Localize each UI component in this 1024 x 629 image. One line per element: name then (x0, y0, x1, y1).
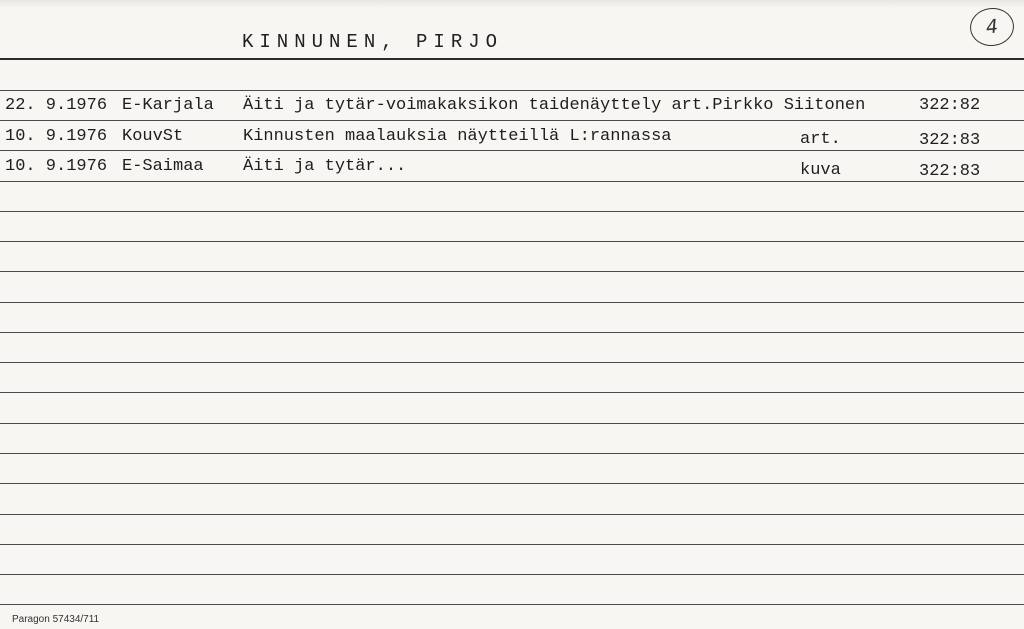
heading-rule (0, 58, 1024, 60)
line (0, 241, 1024, 242)
entry-date: 10. 9.1976 (5, 157, 108, 176)
line (0, 483, 1024, 484)
line (0, 392, 1024, 393)
line (0, 302, 1024, 303)
line (0, 514, 1024, 515)
entry-source: E-Karjala (122, 96, 214, 115)
line (0, 120, 1024, 121)
entry-source: KouvSt (122, 127, 184, 146)
line (0, 604, 1024, 605)
entry-date: 10. 9.1976 (5, 127, 108, 146)
line (0, 453, 1024, 454)
entry-type: art. (800, 130, 841, 149)
card-number-circle: 4 (968, 6, 1016, 48)
line (0, 181, 1024, 182)
entry-title: Kinnusten maalauksia näytteillä L:rannassa (243, 127, 672, 146)
entry-ref: 322:83 (919, 131, 981, 150)
line (0, 574, 1024, 575)
line (0, 271, 1024, 272)
line (0, 362, 1024, 363)
entry-type: kuva (800, 161, 841, 180)
entry-title: Äiti ja tytär... (243, 157, 407, 176)
entry-source: E-Saimaa (122, 157, 204, 176)
entry-row (0, 127, 1024, 151)
entry-ref: 322:82 (919, 96, 981, 115)
entry-row (0, 157, 1024, 181)
line (0, 90, 1024, 91)
entry-date: 22. 9.1976 (5, 96, 108, 115)
entry-row (0, 96, 1024, 120)
line (0, 544, 1024, 545)
card-heading: KINNUNEN, PIRJO (242, 31, 504, 53)
entry-ref: 322:83 (919, 162, 981, 181)
line (0, 332, 1024, 333)
line (0, 211, 1024, 212)
line (0, 423, 1024, 424)
card-print-mark: Paragon 57434/711 (12, 614, 100, 625)
card-top-edge (0, 0, 1024, 8)
entry-title: Äiti ja tytär-voimakaksikon taidenäyttely art.Pirkko Siitonen (243, 96, 866, 115)
